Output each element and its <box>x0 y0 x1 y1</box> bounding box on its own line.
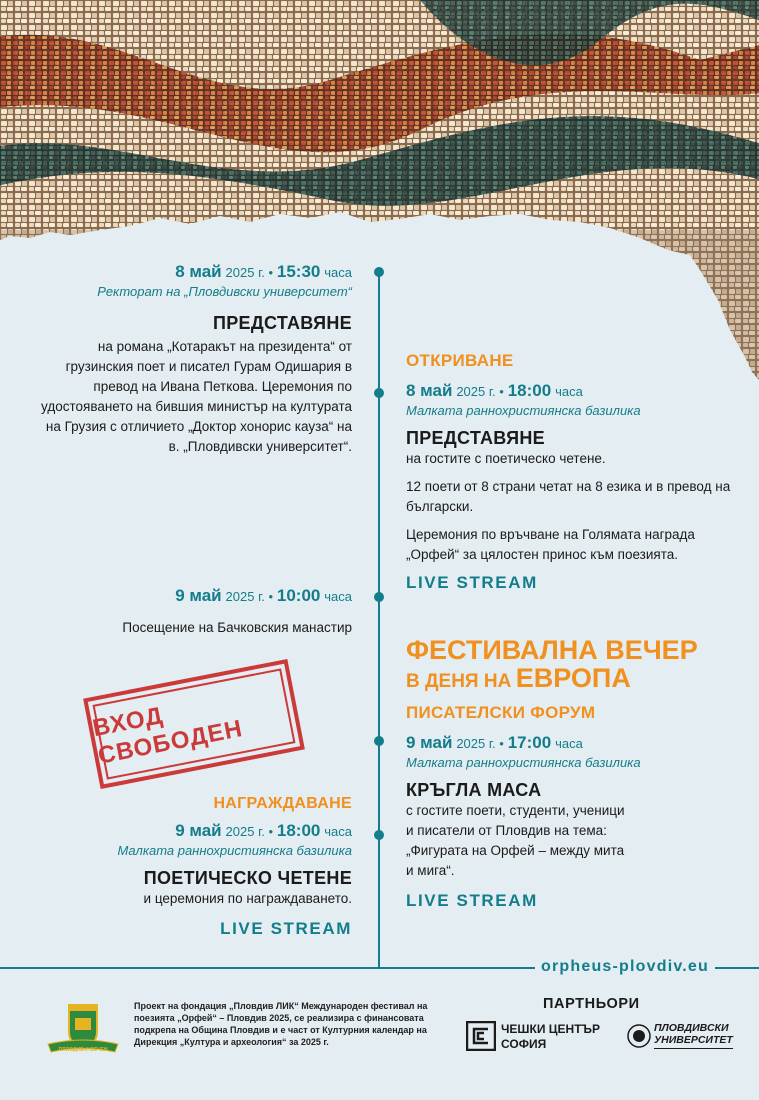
event-heading: ПОЕТИЧЕСКО ЧЕТЕНЕ <box>143 868 352 888</box>
university-name: ПЛОВДИВСКИ УНИВЕРСИТЕТ <box>654 1022 733 1049</box>
event-description: и церемония по награждаването. <box>143 891 352 906</box>
live-stream-link[interactable]: LIVE STREAM <box>406 891 538 910</box>
partners-label: ПАРТНЬОРИ <box>543 996 640 1012</box>
event-left-3 <box>40 795 352 939</box>
event-date: 9 май 2025 г. • 10:00 часа <box>175 586 352 605</box>
event-left-2 <box>40 586 352 638</box>
czech-center-name: ЧЕШКИ ЦЕНТЪР СОФИЯ <box>501 1022 600 1051</box>
event-right-2 <box>406 636 746 911</box>
festival-title: ФЕСТИВАЛНА ВЕЧЕР <box>406 635 698 665</box>
event-venue: Малката раннохристиянска базилика <box>406 755 641 770</box>
plovdiv-university-logo <box>627 1020 733 1054</box>
event-venue: Малката раннохристиянска базилика <box>117 843 352 858</box>
live-stream-link[interactable]: LIVE STREAM <box>406 573 538 592</box>
plovdiv-crest-logo <box>42 1000 124 1060</box>
timeline-dot <box>374 388 384 398</box>
event-venue: Ректорат на „Пловдивски университет“ <box>97 284 352 299</box>
event-heading: ПРЕДСТАВЯНЕ <box>406 428 545 448</box>
event-description: 12 поети от 8 страни четат на 8 езика и в превод на български. <box>406 479 731 514</box>
project-info: Проект на фондация „Пловдив ЛИК“ Международен фестивал на поезията „Орфей“ – Пловдив 2025, се реализира с финансовата подкрепа на Община Пловдив и е част от Културния календар на Дирекция „Култура и археология“ за 2025 г. <box>134 1001 428 1047</box>
czech-center-logo <box>466 1021 616 1053</box>
event-date: 9 май 2025 г. • 18:00 часа <box>175 821 352 840</box>
event-venue: Малката раннохристиянска базилика <box>406 403 641 418</box>
live-stream-link[interactable]: LIVE STREAM <box>220 919 352 938</box>
free-entry-stamp: ВХОД СВОБОДЕН <box>83 659 305 789</box>
event-right-1 <box>406 351 736 593</box>
timeline-dot <box>374 736 384 746</box>
event-date: 8 май 2025 г. • 18:00 часа <box>406 381 583 400</box>
event-description: с гостите поети, студенти, ученици и писатели от Пловдив на тема: „Фигурата на Орфей – между мита и мига“. <box>406 803 625 878</box>
timeline-dot <box>374 267 384 277</box>
event-description: на гостите с поетическо четене. <box>406 451 606 466</box>
event-left-1 <box>40 262 352 457</box>
timeline-dot <box>374 592 384 602</box>
timeline-line <box>378 268 380 968</box>
event-date: 9 май 2025 г. • 17:00 часа <box>406 733 583 752</box>
timeline-dot <box>374 830 384 840</box>
crest-ribbon-text: ПЛОВДИВ И ВЕЧЕН <box>58 1047 108 1053</box>
section-title: НАГРАЖДАВАНЕ <box>213 795 352 812</box>
event-heading: ПРЕДСТАВЯНЕ <box>213 313 352 333</box>
section-title: ОТКРИВАНЕ <box>406 351 514 370</box>
website-link[interactable]: orpheus-plovdiv.eu <box>535 958 715 976</box>
event-description: Церемония по връчване на Голямата награда „Орфей“ за цялостен принос към поезията. <box>406 527 695 562</box>
section-title: ПИСАТЕЛСКИ ФОРУМ <box>406 703 596 722</box>
event-date: 8 май 2025 г. • 15:30 часа <box>175 262 352 281</box>
university-seal-icon <box>627 1024 651 1048</box>
event-heading: КРЪГЛА МАСА <box>406 780 542 800</box>
event-description: на романа „Котаракът на президента“ от грузинския поет и писател Гурам Одишария в превод на Ивана Петкова. Церемония по удостояването на бившия министър на културата на Грузия с отличието „Доктор хонорис кауза“ на в. „Пловдивски университет“. <box>41 339 352 454</box>
czech-center-icon <box>466 1021 496 1051</box>
event-description: Посещение на Бачковския манастир <box>122 620 352 635</box>
festival-subtitle: В ДЕНЯ НА ЕВРОПА <box>406 663 631 693</box>
